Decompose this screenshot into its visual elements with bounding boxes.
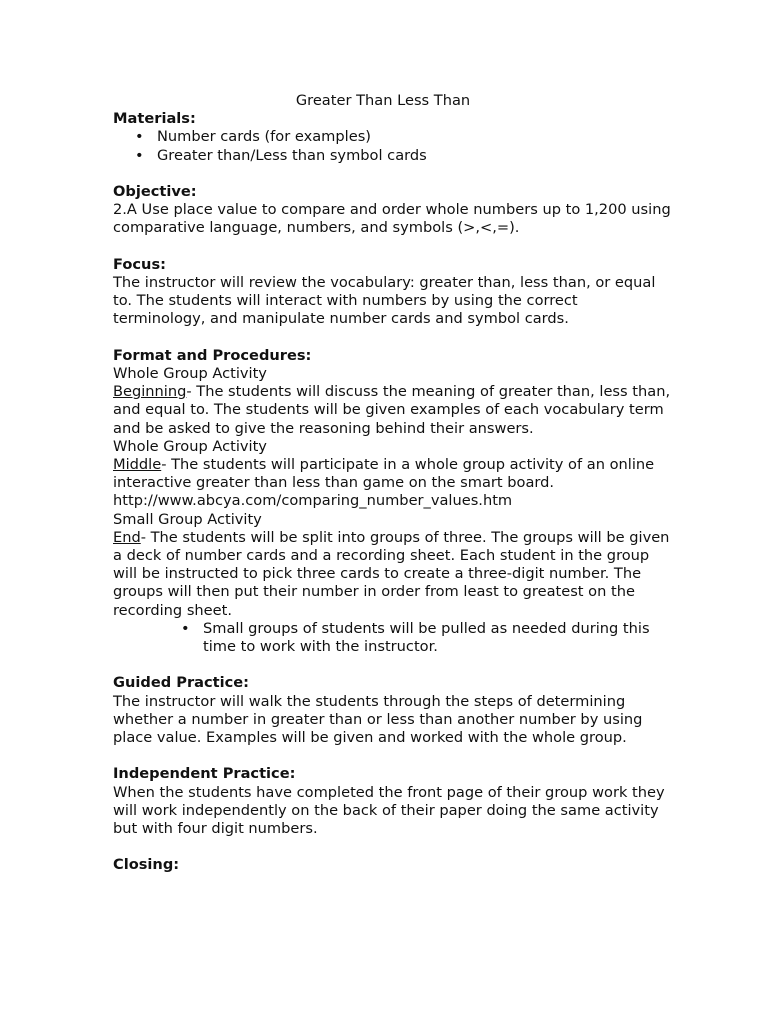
end-bullet-text: Small groups of students will be pulled as needed during this time to work with the instructor. xyxy=(203,619,650,655)
beginning-group-label: Whole Group Activity xyxy=(113,364,267,382)
focus-heading: Focus: xyxy=(113,255,166,273)
middle-link[interactable]: http://www.abcya.com/comparing_number_values.htm xyxy=(113,492,513,510)
objective-text: 2.A Use place value to compare and order whole numbers up to 1,200 using comparative language, numbers, and symbols (>,<,=). xyxy=(113,201,671,237)
document-title: Greater Than Less Than xyxy=(295,92,471,109)
middle-paragraph xyxy=(113,456,673,492)
bullet-icon: • xyxy=(135,128,144,146)
independent-text: When the students have completed the front page of their group work they will work independently on the back of their paper doing the same activity but with four digit numbers. xyxy=(113,783,665,837)
document-page xyxy=(113,92,673,875)
list-item xyxy=(113,620,673,656)
middle-label: Middle xyxy=(113,455,162,473)
objective-heading: Objective: xyxy=(113,182,197,200)
guided-text: The instructor will walk the students through the steps of determining whether a number in greater than or less than another number by using place value. Examples will be given and worked with the whole group. xyxy=(113,692,643,746)
list-item xyxy=(113,147,673,165)
format-heading: Format and Procedures: xyxy=(113,346,312,364)
guided-heading: Guided Practice: xyxy=(113,674,249,692)
closing-heading: Closing: xyxy=(113,856,180,874)
end-label: End xyxy=(113,528,141,546)
bullet-icon: • xyxy=(181,619,190,637)
materials-heading: Materials: xyxy=(113,110,196,128)
end-bullet-list xyxy=(113,620,673,656)
beginning-paragraph xyxy=(113,383,673,438)
materials-item-text: Number cards (for examples) xyxy=(157,128,371,146)
beginning-label: Beginning xyxy=(113,383,187,401)
list-item xyxy=(113,128,673,146)
bullet-icon: • xyxy=(135,146,144,164)
beginning-text: - The students will discuss the meaning of greater than, less than, and equal to. The students will be given examples of each vocabulary term and be asked to give the reasoning behind their answers. xyxy=(113,383,671,437)
end-text: - The students will be split into groups of three. The groups will be given a deck of number cards and a recording sheet. Each student in the group will be instructed to pick three cards to create a three-digit number. The groups will then put their number in order from least to greatest on the recording sheet. xyxy=(113,528,670,619)
middle-group-label: Whole Group Activity xyxy=(113,437,267,455)
materials-item-text: Greater than/Less than symbol cards xyxy=(157,146,427,164)
end-group-label: Small Group Activity xyxy=(113,510,262,528)
materials-list xyxy=(113,128,673,164)
middle-text: - The students will participate in a whole group activity of an online interactive greater than less than game on the smart board. xyxy=(113,455,655,492)
independent-heading: Independent Practice: xyxy=(113,765,296,783)
focus-text: The instructor will review the vocabulary: greater than, less than, or equal to. The students will interact with numbers by using the correct terminology, and manipulate number cards and symbol cards. xyxy=(113,273,656,328)
end-paragraph xyxy=(113,529,673,620)
